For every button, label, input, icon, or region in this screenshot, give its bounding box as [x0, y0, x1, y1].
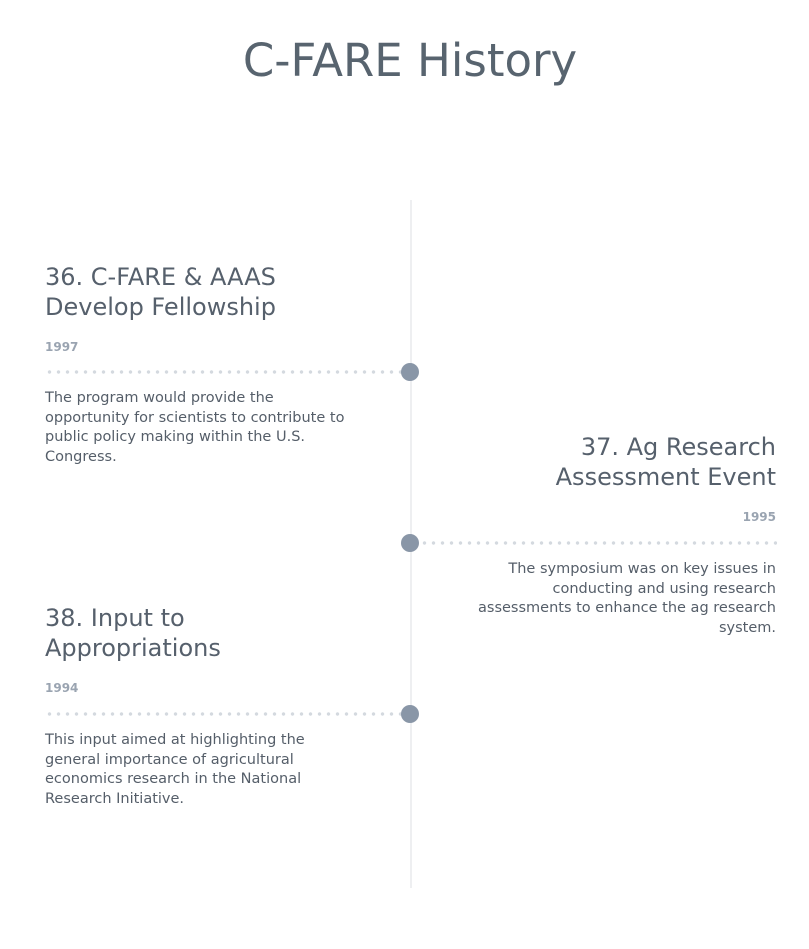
entry-title-line1: 36. C-FARE & AAAS	[45, 263, 276, 291]
entry-year: 1994	[45, 681, 79, 695]
entry-year: 1997	[45, 340, 79, 354]
entry-description: This input aimed at highlighting the general importance of agricultural economics research in the National Research Initiative.	[45, 732, 305, 807]
entry-description: The program would provide the opportunity for scientists to contribute to public policy making within the U.S. Congress.	[45, 390, 345, 465]
timeline-entry-37	[440, 432, 776, 492]
entry-title-line1: 37. Ag Research	[580, 433, 776, 461]
entry-title	[45, 262, 375, 322]
entry-title	[440, 432, 776, 492]
entry-title-line1: 38. Input to	[45, 604, 185, 632]
timeline-entry-38	[45, 603, 375, 663]
connector-dots	[45, 370, 402, 374]
entry-title	[45, 603, 375, 663]
connector-dots	[420, 541, 777, 545]
entry-title-line2: Appropriations	[45, 634, 221, 662]
timeline-entry-36	[45, 262, 375, 322]
entry-year: 1995	[742, 510, 776, 524]
timeline-node	[401, 363, 419, 381]
entry-title-line2: Assessment Event	[555, 463, 776, 491]
entry-title-line2: Develop Fellowship	[45, 293, 276, 321]
timeline-node	[401, 705, 419, 723]
page-title: C-FARE History	[242, 34, 578, 87]
connector-dots	[45, 712, 402, 716]
entry-description: The symposium was on key issues in conducting and using research assessments to enhance the ag research system.	[478, 561, 776, 636]
timeline-node	[401, 534, 419, 552]
